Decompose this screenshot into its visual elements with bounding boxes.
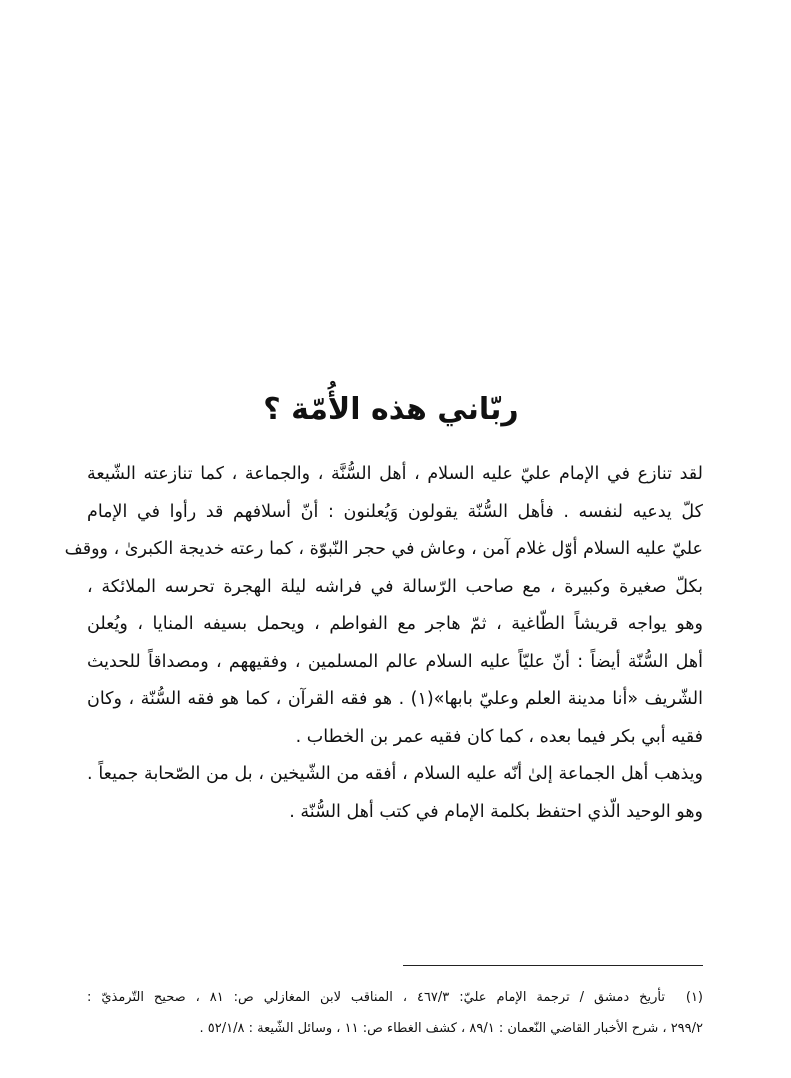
- text-line: أهل السُّنّة أيضاً : أنّ عليّاً عليه السلام عالم المسلمين ، وفقيههم ، ومصداقاً للحديث: [87, 651, 703, 672]
- text-line: الشّريف «أنا مدينة العلم وعليّ بابها»(١) . هو فقه القرآن ، كما هو فقه السُّنّة ، وكان: [87, 689, 703, 709]
- footnote-line: [87, 982, 703, 1013]
- paragraph-1: [64, 456, 703, 756]
- footnote-number: (١): [685, 990, 703, 1005]
- text-line: وهو الوحيد الّذي احتفظ بكلمة الإمام في كتب أهل السُّنّة .: [289, 801, 703, 822]
- text-line: لقد تنازع في الإمام عليّ عليه السلام ، أهل السُّنَّة ، والجماعة ، كما تنازعته الشّيعة: [87, 464, 703, 484]
- text-line: فقيه أبي بكر فيما بعده ، كما كان فقيه عمر بن الخطاب .: [295, 726, 703, 747]
- paragraph-2: [87, 756, 703, 831]
- text-line: ويذهب أهل الجماعة إلىٰ أنّه عليه السلام ، أفقه من الشّيخين ، بل من الصّحابة جميعاً .: [87, 764, 703, 784]
- text-line: عليّ عليه السلام أوّل غلام آمن ، وعاش في حجر النّبوّة ، كما رعته خديجة الكبرىٰ ، ووقف: [64, 539, 703, 559]
- text-line: بكلّ صغيرة وكبيرة ، مع صاحب الرّسالة في فراشه ليلة الهجرة تحرسه الملائكة ،: [87, 576, 703, 597]
- body-text: [64, 456, 703, 831]
- footnotes: [87, 982, 703, 1044]
- footnote-text: تأريخ دمشق / ترجمة الإمام عليّ: ٤٦٧/٣ ، المناقب لابن المغازلي ص: ٨١ ، صحيح التّرمذيّ :: [87, 990, 665, 1005]
- text-line: وهو يواجه قريشاً الطّاغية ، ثمّ هاجر مع الفواطم ، ويحمل بسيفه المنايا ، ويُعلن: [87, 614, 703, 634]
- chapter-title: ربّاني هذه الأُمّة ؟: [263, 392, 519, 427]
- footnote-line: ٢٩٩/٢ ، شرح الأخبار القاضي النّعمان : ٨٩/١ ، كشف الغطاء ص: ١١ ، وسائل الشّيعة : ٥٢/١/٨ .: [199, 1021, 703, 1036]
- footnote-divider: [403, 965, 703, 966]
- text-line: كلّ يدعيه لنفسه . فأهل السُّنّة يقولون وَيُعلنون : أنّ أسلافهم قد رأوا في الإمام: [87, 501, 703, 522]
